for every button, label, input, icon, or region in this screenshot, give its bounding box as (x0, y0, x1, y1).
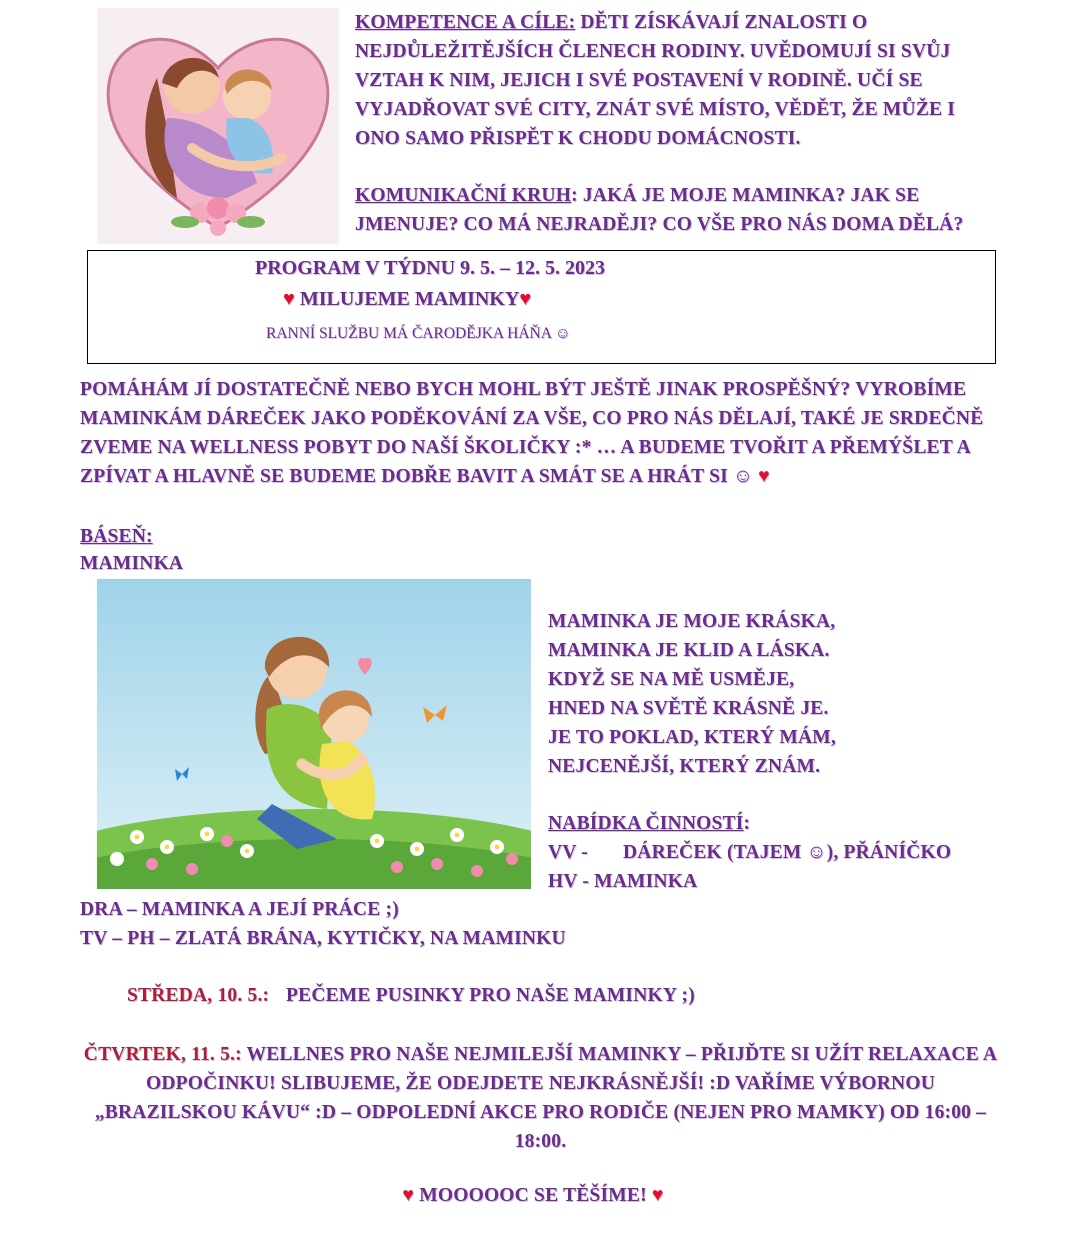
intro-paragraph (80, 375, 1010, 491)
wednesday-line (127, 981, 927, 1010)
mother-hug-meadow-illustration (97, 579, 531, 889)
closing-text: MOOOOOC SE TĚŠÍME! (414, 1185, 652, 1206)
communication-circle-label: KOMUNIKAČNÍ KRUH (355, 185, 572, 206)
poem-line: KDYŽ SE NA MĚ USMĚJE, (548, 669, 795, 690)
thursday-text: WELLNES PRO NAŠE NEJMILEJŠÍ MAMINKY – PŘIJĎTE SI UŽÍT RELAXACE A ODPOČINKU! SLIBUJEME, ŽE ODEJDETE NEJKRÁSNĚJŠÍ! :D VAŘÍME VÝBORNOU „BRAZILSKOU KÁVU“ :D – ODPOLEDNÍ AKCE PRO RODIČE (NEJEN PRO MAMKY) OD 16:00 – 18:00. (94, 1044, 998, 1152)
competences-label: KOMPETENCE A CÍLE: (355, 12, 576, 33)
thursday-paragraph (78, 1040, 1003, 1156)
activity-vv (548, 838, 1048, 867)
poem-line: NEJCENĚJŠÍ, KTERÝ ZNÁM. (548, 756, 821, 777)
poem-line: MAMINKA JE MOJE KRÁSKA, (548, 611, 836, 632)
poem-line: HNED NA SVĚTĚ KRÁSNĚ JE. (548, 698, 829, 719)
poem-line: JE TO POKLAD, KTERÝ MÁM, (548, 727, 836, 748)
activity-tv: TV – PH – ZLATÁ BRÁNA, KYTIČKY, NA MAMINKU (80, 928, 566, 949)
activities-label: NABÍDKA ČINNOSTÍ (548, 813, 744, 834)
closing-line (0, 1181, 1066, 1210)
activities-section (548, 809, 1048, 896)
heart-icon: ♥ (402, 1185, 415, 1206)
activities-colon: : (743, 813, 751, 834)
mother-child-heart-illustration (97, 8, 339, 244)
poem-line: MAMINKA JE KLID A LÁSKA. (548, 640, 830, 661)
communication-circle-paragraph (355, 181, 995, 239)
heart-icon: ♥ (651, 1185, 664, 1206)
activity-vv-text: DÁREČEK (TAJEM ☺), PŘÁNÍČKO (623, 842, 952, 863)
activity-hv: HV - MAMINKA (548, 871, 698, 892)
wednesday-day: STŘEDA, 10. 5.: (127, 985, 270, 1006)
program-subtitle (283, 288, 531, 311)
heart-icon: ♥ (283, 288, 295, 310)
intro-text: POMÁHÁM JÍ DOSTATEČNĚ NEBO BYCH MOHL BÝT JEŠTĚ JINAK PROSPĚŠNÝ? VYROBÍME MAMINKÁM DÁREČEK JAKO PODĚKOVÁNÍ ZA VŠE, CO PRO NÁS DĚLAJÍ, TAKÉ JE SRDEČNĚ ZVEME NA WELLNESS POBYT DO NAŠÍ ŠKOLIČKY :* … A BUDEME TVOŘIT A PŘEMÝŠLET A ZPÍVAT A HLAVNĚ SE BUDEME DOBŘE BAVIT A SMÁT SE A HRÁT SI ☺ (80, 379, 984, 487)
communication-circle-text: : JAKÁ JE MOJE MAMINKA? JAK SE JMENUJE? CO MÁ NEJRADĚJI? CO VŠE PRO NÁS DOMA DĚLÁ? (355, 185, 964, 235)
competences-paragraph (355, 8, 995, 153)
wednesday-text: PEČEME PUSINKY PRO NAŠE MAMINKY ;) (286, 985, 695, 1006)
heart-icon: ♥ (758, 466, 770, 487)
competences-text: DĚTI ZÍSKÁVAJÍ ZNALOSTI O NEJDŮLEŽITĚJŠÍCH ČLENECH RODINY. UVĚDOMUJÍ SI SVŮJ VZTAH K NIM, JEJICH I SVÉ POSTAVENÍ V RODINĚ. UČÍ SE VYJADŘOVAT SVÉ CITY, ZNÁT SVÉ MÍSTO, VĚDĚT, ŽE MŮŽE I ONO SAMO PŘISPĚT K CHODU DOMÁCNOSTI. (355, 12, 956, 149)
program-title: PROGRAM V TÝDNU 9. 5. – 12. 5. 2023 (255, 257, 606, 279)
activities-continued (80, 895, 780, 953)
activity-vv-code: VV - (548, 842, 588, 863)
morning-service-note: RANNÍ SLUŽBU MÁ ČARODĚJKA HÁŇA ☺ (266, 325, 571, 342)
heart-icon: ♥ (519, 288, 532, 310)
poem-label: BÁSEŇ: (80, 526, 153, 547)
program-subtitle-text: MILUJEME MAMINKY (294, 288, 520, 310)
activities-heading (548, 809, 1048, 838)
poem-body (548, 607, 1048, 781)
activity-dra: DRA – MAMINKA A JEJÍ PRÁCE ;) (80, 899, 399, 920)
thursday-day: ČTVRTEK, 11. 5.: (83, 1044, 242, 1065)
poem-title: MAMINKA (80, 553, 184, 574)
